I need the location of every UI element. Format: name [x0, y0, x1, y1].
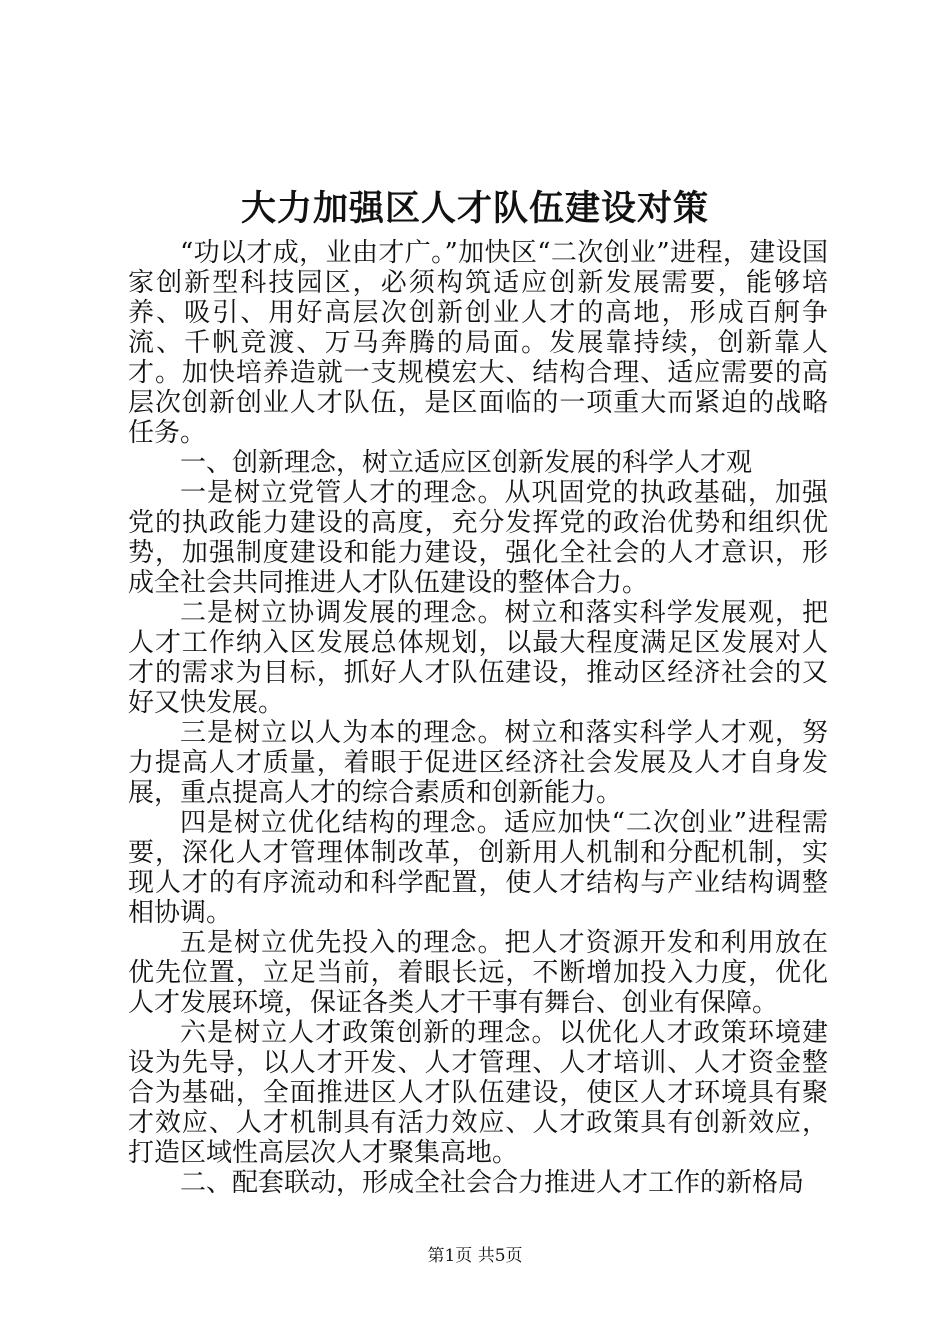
paragraph-item-4: 四是树立优化结构的理念。适应加快“二次创业”进程需要，深化人才管理体制改革，创新用人机制和分配机制，实现人才的有序流动和科学配置，使人才结构与产业结构调整相协调。: [128, 808, 828, 928]
paragraph-item-2: 二是树立协调发展的理念。树立和落实科学发展观，把人才工作纳入区发展总体规划，以最大程度满足区发展对人才的需求为目标，抓好人才队伍建设，推动区经济社会的又好又快发展。: [128, 598, 828, 718]
intro-paragraph: “功以才成，业由才广。”加快区“二次创业”进程，建设国家创新型科技园区，必须构筑适应创新发展需要，能够培养、吸引、用好高层次创新创业人才的高地，形成百舸争流、千帆竞渡、万马奔腾的局面。发展靠持续，创新靠人才。加快培养造就一支规模宏大、结构合理、适应需要的高层次创新创业人才队伍，是区面临的一项重大而紧迫的战略任务。: [128, 238, 828, 448]
paragraph-item-3: 三是树立以人为本的理念。树立和落实科学人才观，努力提高人才质量，着眼于促进区经济社会发展及人才自身发展，重点提高人才的综合素质和创新能力。: [128, 718, 828, 808]
document-body: [128, 238, 828, 1198]
section-heading-1: 一、创新理念，树立适应区创新发展的科学人才观: [180, 448, 753, 478]
paragraph-item-6: 六是树立人才政策创新的理念。以优化人才政策环境建设为先导，以人才开发、人才管理、人才培训、人才资金整合为基础，全面推进区人才队伍建设，使区人才环境具有聚才效应、人才机制具有活力效应、人才政策具有创新效应，打造区域性高层次人才聚集高地。: [128, 1018, 828, 1168]
page-footer: 第1页 共5页: [427, 1246, 523, 1266]
section-heading-2: 二、配套联动，形成全社会合力推进人才工作的新格局: [180, 1168, 805, 1198]
document-title: 大力加强区人才队伍建设对策: [240, 188, 709, 229]
paragraph-item-5: 五是树立优先投入的理念。把人才资源开发和利用放在优先位置，立足当前，着眼长远，不断增加投入力度，优化人才发展环境，保证各类人才干事有舞台、创业有保障。: [128, 928, 828, 1018]
paragraph-item-1: 一是树立党管人才的理念。从巩固党的执政基础，加强党的执政能力建设的高度，充分发挥党的政治优势和组织优势，加强制度建设和能力建设，强化全社会的人才意识，形成全社会共同推进人才队伍建设的整体合力。: [128, 478, 828, 598]
